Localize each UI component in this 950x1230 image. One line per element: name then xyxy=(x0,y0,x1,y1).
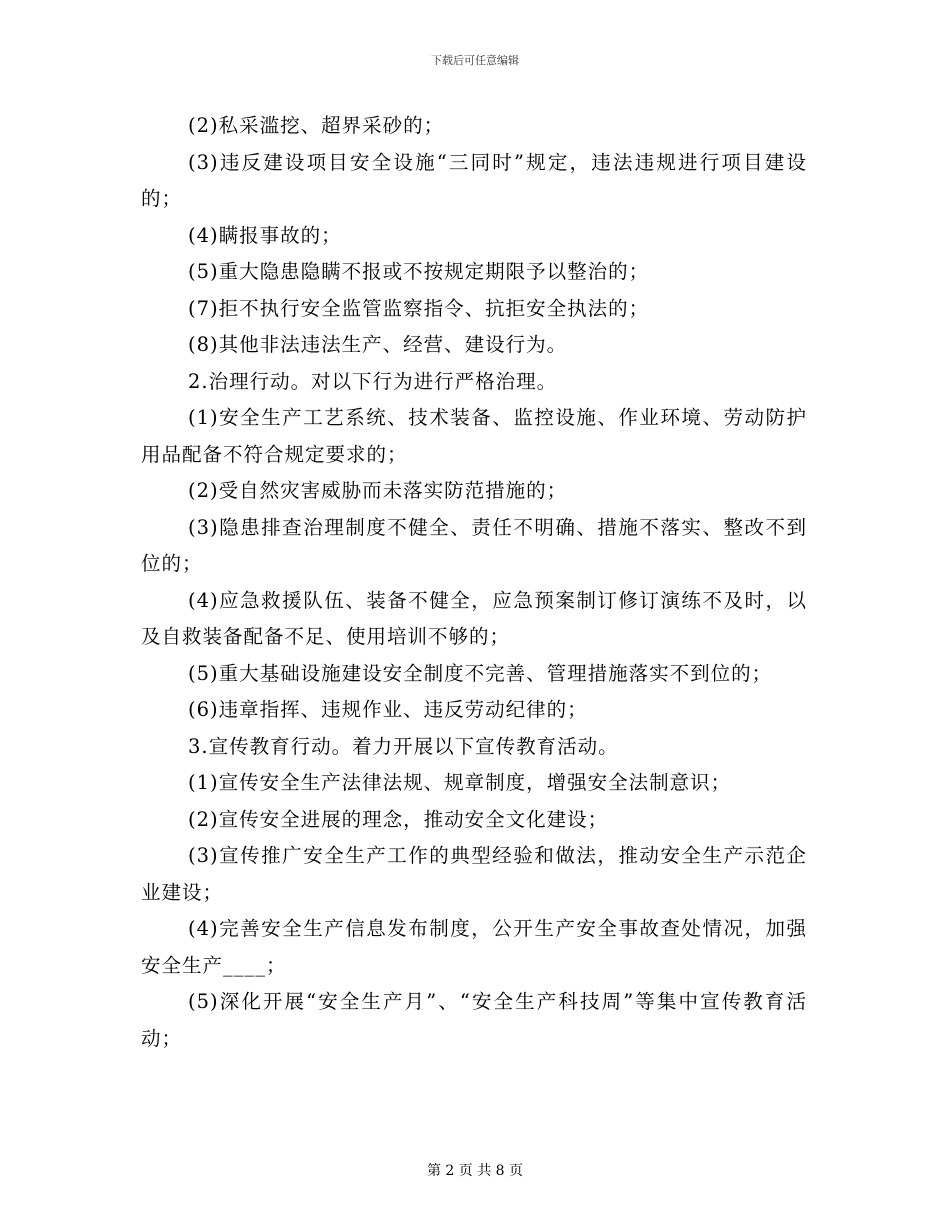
document-body xyxy=(141,108,807,1057)
paragraph: (8)其他非法违法生产、经营、建设行为。 xyxy=(188,333,568,356)
paragraph: (3)宣传推广安全生产工作的典型经验和做法，推动安全生产示范企业建设； xyxy=(141,844,807,904)
page-number: 第 2 页 共 8 页 xyxy=(426,1163,524,1179)
paragraph: (2)私采滥挖、超界采砂的； xyxy=(188,114,445,137)
paragraph: (2)受自然灾害威胁而未落实防范措施的； xyxy=(188,479,568,502)
paragraph: (5)重大基础设施建设安全制度不完善、管理措施落实不到位的； xyxy=(188,661,773,685)
paragraph: (4)瞒报事故的； xyxy=(188,223,342,247)
paragraph: (3)违反建设项目安全设施“三同时”规定，违法违规进行项目建设的； xyxy=(141,150,807,210)
paragraph: (1)宣传安全生产法律法规、规章制度，增强安全法制意识； xyxy=(188,771,732,794)
paragraph: (6)违章指挥、违规作业、违反劳动纪律的； xyxy=(188,698,588,721)
section-heading: 3.宣传教育行动。着力开展以下宣传教育活动。 xyxy=(188,734,619,758)
paragraph: (7)拒不执行安全监管监察指令、抗拒安全执法的； xyxy=(188,296,650,320)
paragraph: (3)隐患排查治理制度不健全、责任不明确、措施不落实、整改不到位的； xyxy=(141,515,807,575)
paragraph: (2)宣传安全进展的理念，推动安全文化建设； xyxy=(188,807,609,831)
paragraph: (1)安全生产工艺系统、技术装备、监控设施、作业环境、劳动防护用品配备不符合规定要求的； xyxy=(141,406,807,466)
paragraph: (4)完善安全生产信息发布制度，公开生产安全事故查处情况，加强安全生产____； xyxy=(141,917,807,977)
paragraph: (4)应急救援队伍、装备不健全，应急预案制订修订演练不及时，以及自救装备配备不足、使用培训不够的； xyxy=(141,588,807,648)
section-heading: 2.治理行动。对以下行为进行严格治理。 xyxy=(188,369,558,393)
paragraph: (5)深化开展“安全生产月”、“安全生产科技周”等集中宣传教育活动； xyxy=(141,990,807,1050)
page-header: 下载后可任意编辑 xyxy=(431,54,519,67)
paragraph: (5)重大隐患隐瞒不报或不按规定期限予以整治的； xyxy=(188,260,650,283)
